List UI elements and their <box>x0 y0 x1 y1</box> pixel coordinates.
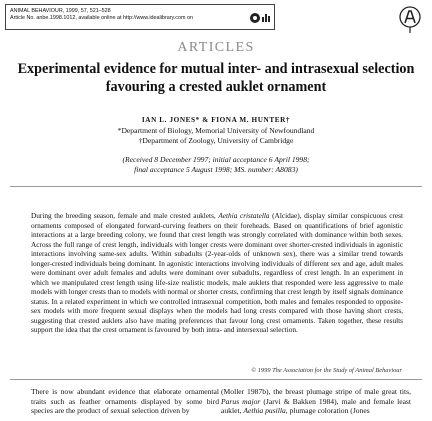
abstract-text: During the breeding season, female and male crested auklets, <box>31 211 219 220</box>
body-column-left: There is now abundant evidence that elaborate ornamental traits such as feather ornaments displayed by some bird species are the product of sexual selection driven by <box>31 387 219 416</box>
submission-dates-line1: (Received 8 December 1997; initial acceptance 6 April 1998; <box>122 155 310 164</box>
abstract-text-continued: (Alcidae), display similar conspicuous crest ornaments composed of elongated forward-curving feathers on their foreheads. Based on quantifications of brief agonistic interactions at a large breeding colony, we found that crest length was strongly correlated with dominance within both sexes. Across the full range of crest length, individuals with longer crests were dominant over shorter-crested individuals in agonistic interactions involving same-sex adults. Within subadults (2-year-olds of unknown sex), there was a similar trend towards longer-crested individuals being dominant. In agonistic interactions involving individuals of different sex and age, adult males were dominant over adult females and adults were dominant over subadults, regardless of crest length. In an experiment in which we manipulated crest length using life-size realistic models, male auklets that responded were less aggressive to male models with longer crests than to models with normal or shorter crests, confirming that crest length by itself signals dominance status. In a related experiment in which we controlled intrasexual competition, both males and females responded to opposite-sex models with more frequent sexual displays when the models had long crests compared with those having short crests, suggesting that crested auklets also have mating preferences that favour long crest ornaments. Taken together, these results support the idea that the crest ornament is favoured by both intra- and intersexual selection. <box>31 211 404 334</box>
header-divider <box>10 186 422 187</box>
affiliation-1: *Department of Biology, Memorial University of Newfoundland <box>117 126 315 135</box>
submission-dates <box>0 155 432 175</box>
article-title <box>6 60 426 96</box>
publisher-logo <box>398 6 422 34</box>
abstract-species-name: Aethia cristatella <box>218 211 270 220</box>
body-species-name-1: Parus major <box>221 396 261 406</box>
abstract-divider <box>10 379 422 380</box>
author-list: IAN L. JONES* & FIONA M. HUNTER† <box>141 116 291 124</box>
abstract <box>31 211 403 335</box>
journal-citation-line1: ANIMAL BEHAVIOUR, 1999, 57, 521–528 <box>10 8 111 14</box>
journal-header <box>5 4 275 30</box>
copyright-notice: © 1999 The Association for the Study of Animal Behaviour <box>251 367 402 374</box>
idealink-mark-icon <box>250 13 260 23</box>
body-species-name-2: Aethia pusilla <box>243 406 286 416</box>
idealink-logo <box>250 13 270 23</box>
journal-citation <box>10 8 247 22</box>
body-right-text-3: , plumage coloration (Jones <box>285 406 370 416</box>
submission-dates-line2: final acceptance 5 August 1998; MS. number: A8083) <box>134 165 298 174</box>
affiliation-2: †Department of Zoology, University of Cambridge <box>138 136 294 145</box>
article-title-line2: favouring a crested auklet ornament <box>105 79 327 95</box>
article-title-line1: Experimental evidence for mutual inter- and intrasexual selection <box>17 61 415 77</box>
body-column-right <box>221 387 411 421</box>
section-label: ARTICLES <box>177 40 255 55</box>
journal-citation-line2: Article No. anbe.1998.1012, available online at http://www.idealibrary.com on <box>10 15 193 21</box>
idealink-bars-icon <box>262 14 270 22</box>
body-right-text: (Moller 1987b), the breast plumage stripe of male great tits, <box>221 387 411 396</box>
body-right-text-2: (Jarvi & Bakken 1984), male and female least auklet, <box>221 396 411 416</box>
